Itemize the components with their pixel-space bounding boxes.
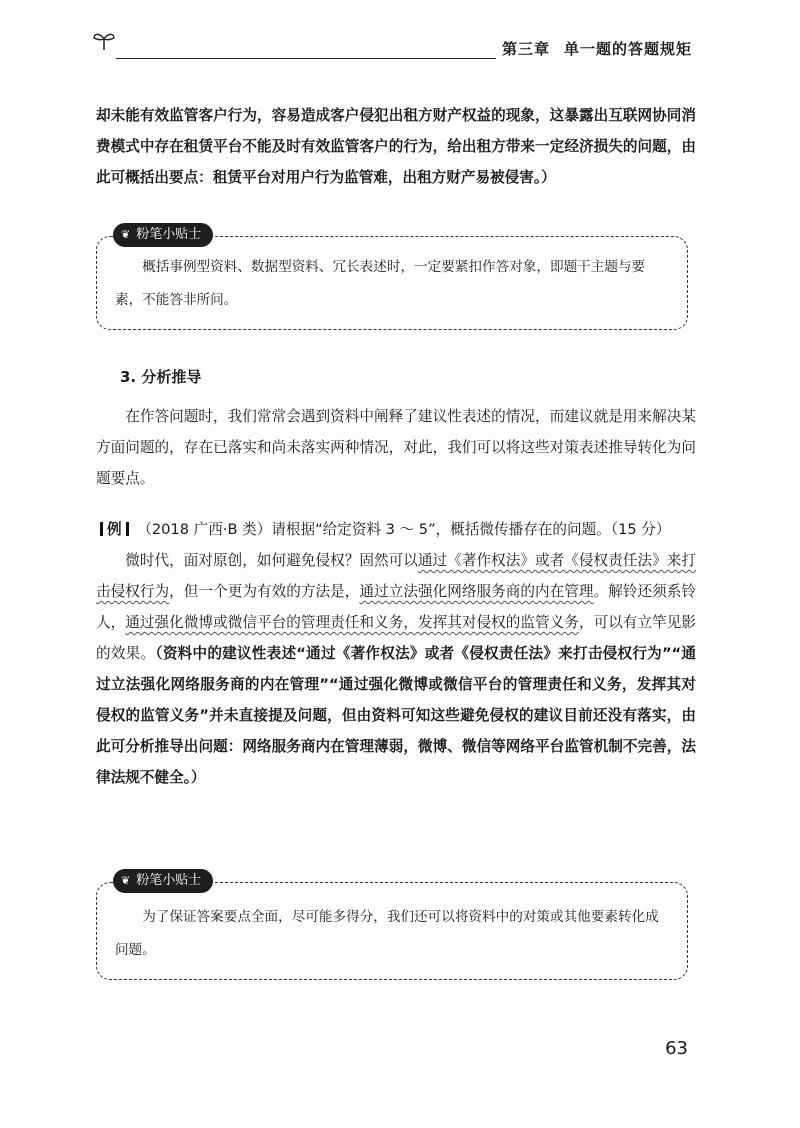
section-intro: 在作答问题时，我们常常会遇到资料中阐释了建议性表述的情况，而建议就是用来解决某方面问题的，存在已落实和尚未落实两种情况，对此，我们可以将这些对策表述推导转化为问题要点。 — [96, 408, 696, 487]
tip-label: ❦ 粉笔小贴士 — [113, 869, 213, 893]
leaf-icon: ❦ — [121, 228, 131, 241]
example-analysis: （资料中的建议性表述“通过《著作权法》或者《侵权责任法》来打击侵权行为”“通过立法强化网络服务商的内在管理”“通过强化微博或微信平台的管理责任和义务，发挥其对侵权的监管义务”并未直接提及问题，但由资料可知这些避免侵权的建议目前还没有落实，由此可分析推导出问题：网络服务商内在管理薄弱，微博、微信等网络平台监管机制不完善，法律法规不健全。） — [96, 645, 696, 786]
example-tag: 例 — [107, 521, 122, 538]
example-body: 微时代，面对原创，如何避免侵权？固然可以通过《著作权法》或者《侵权责任法》来打击侵权行为，但一个更为有效的方法是，通过立法强化网络服务商的内在管理。解铃还须系铃人，通过强化微博或微信平台的管理责任和义务，发挥其对侵权的监管义务，可以有立竿见影的效果。（资料中的建议性表述“通过《著作权法》或者《侵权责任法》来打击侵权行为”“通过立法强化网络服务商的内在管理”“通过强化微博或微信平台的管理责任和义务，发挥其对侵权的监管义务”并未直接提及问题，但由资料可知这些避免侵权的建议目前还没有落实，由此可分析推导出问题：网络服务商内在管理薄弱，微博、微信等网络平台监管机制不完善，法律法规不健全。） — [96, 552, 696, 786]
chapter-title — [488, 38, 692, 59]
tip-box — [96, 227, 688, 330]
bracket-bar-icon — [100, 522, 103, 536]
leaf-icon: ❦ — [121, 874, 131, 887]
section-heading: 3. 分析推导 — [120, 368, 202, 386]
header-rule — [116, 58, 496, 59]
tip-text: 概括事例型资料、数据型资料、冗长表述时，一定要紧扣作答对象，即题干主题与要素，不能答非所问。 — [115, 259, 646, 308]
example-source: （2018 广西·B 类）请根据“给定资料 3 ～ 5”，概括微传播存在的问题。（15 分） — [137, 521, 671, 538]
tip-label: ❦ 粉笔小贴士 — [113, 223, 213, 247]
tip-box — [96, 873, 688, 980]
underlined-text: 通过《著作权法》或者《侵权责任法》来打击侵权行为 — [96, 552, 696, 600]
page-number: 63 — [665, 1038, 688, 1059]
example-question — [96, 514, 696, 545]
chapter-number: 第三章 — [501, 40, 550, 58]
example-block — [96, 514, 696, 793]
underlined-text: 通过强化微博或微信平台的管理责任和义务，发挥其对侵权的监管义务 — [125, 614, 579, 631]
bracket-bar-icon — [126, 522, 129, 536]
underlined-text: 通过立法强化网络服务商的内在管理 — [359, 583, 594, 600]
continued-paragraph: 却未能有效监管客户行为，容易造成客户侵犯出租方财产权益的现象，这暴露出互联网协同消费模式中存在租赁平台不能及时有效监管客户的行为，给出租方带来一定经济损失的问题，由此可概括出要点：租赁平台对用户行为监管难，出租方财产易被侵害。） — [96, 107, 696, 186]
page-header — [92, 28, 692, 62]
chapter-name: 单一题的答题规矩 — [563, 40, 692, 58]
tip-text: 为了保证答案要点全面，尽可能多得分，我们还可以将资料中的对策或其他要素转化成问题。 — [115, 909, 659, 958]
sprout-icon — [92, 30, 116, 52]
